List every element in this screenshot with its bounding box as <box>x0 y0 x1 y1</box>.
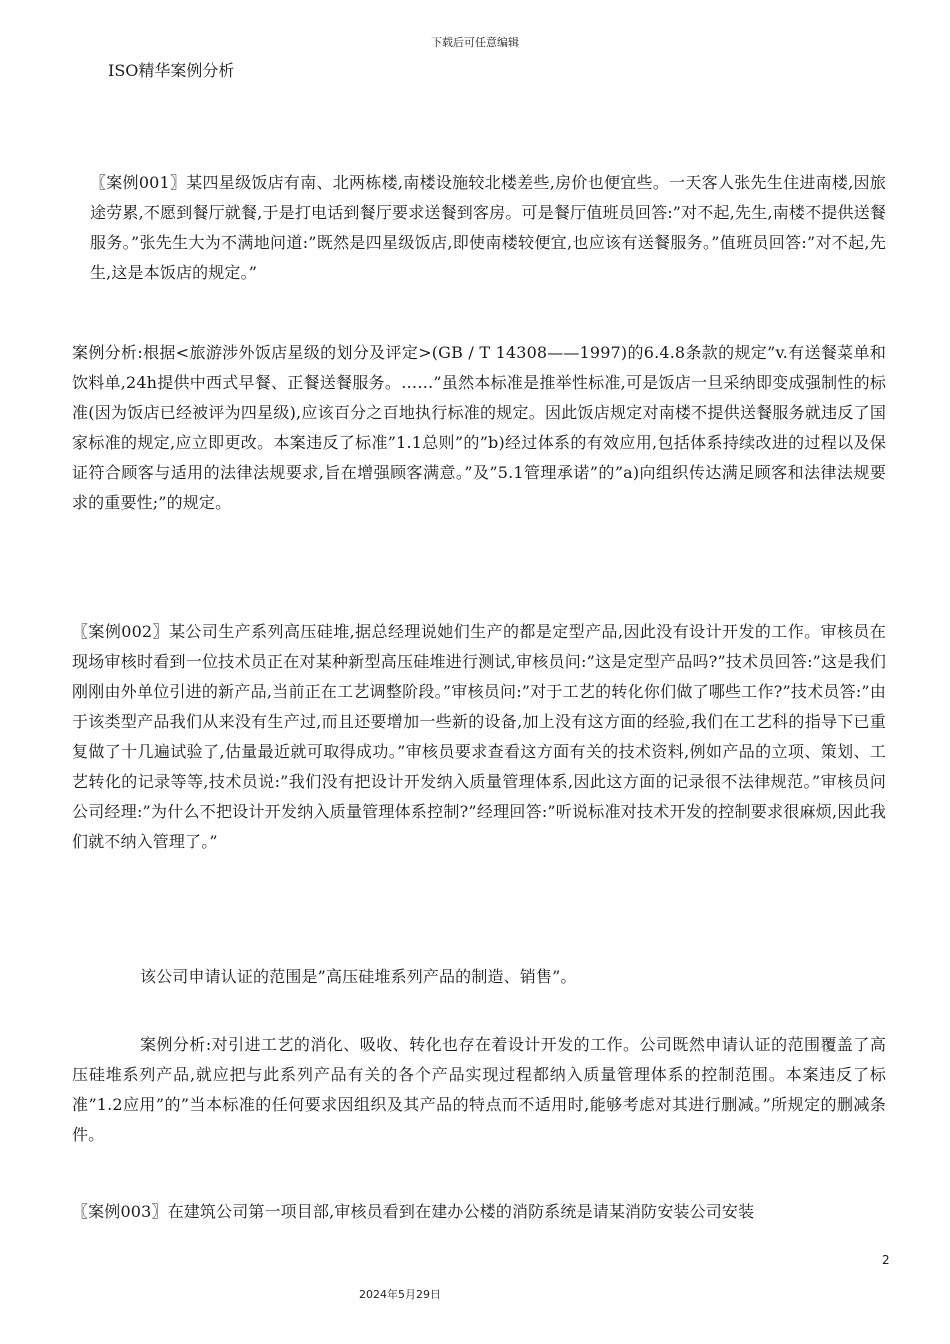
case-001-paragraph: 〖案例001〗某四星级饭店有南、北两栋楼,南楼设施较北楼差些,房价也便宜些。一天客人张先生住进南楼,因旅途劳累,不愿到餐厅就餐,于是打电话到餐厅要求送餐到客房。可是餐厅值班员回答:”对不起,先生,南楼不提供送餐服务。”张先生大为不满地问道:”既然是四星级饭店,即使南楼较便宜,也应该有送餐服务。”值班员回答:”对不起,先生,这是本饭店的规定。” <box>90 173 886 282</box>
certification-scope-paragraph: 该公司申请认证的范围是”高压硅堆系列产品的制造、销售”。 <box>140 967 577 986</box>
case-003-paragraph: 〖案例003〗在建筑公司第一项目部,审核员看到在建办公楼的消防系统是请某消防安装公司安装 <box>72 1202 755 1221</box>
document-title: ISO精华案例分析 <box>108 61 235 80</box>
case-001-analysis-paragraph: 案例分析:根据<旅游涉外饭店星级的划分及评定>(GB / T 14308——1997)的6.4.8条款的规定”v.有送餐菜单和饮料单,24h提供中西式早餐、正餐送餐服务。……”虽然本标准是推举性标准,可是饭店一旦采纳即变成强制性的标准(因为饭店已经被评为四星级),应该百分之百地执行标准的规定。因此饭店规定对南楼不提供送餐服务就违反了国家标准的规定,应立即更改。本案违反了标准”1.1总则”的”b)经过体系的有效应用,包括体系持续改进的过程以及保证符合顾客与适用的法律法规要求,旨在增强顾客满意。”及”5.1管理承诺”的”a)向组织传达满足顾客和法律法规要求的重要性;”的规定。 <box>72 343 886 512</box>
footer-date: 2024年5月29日 <box>359 1288 441 1301</box>
case-002-paragraph: 〖案例002〗某公司生产系列高压硅堆,据总经理说她们生产的都是定型产品,因此没有设计开发的工作。审核员在现场审核时看到一位技术员正在对某种新型高压硅堆进行测试,审核员问:”这是定型产品吗?”技术员回答:”这是我们刚刚由外单位引进的新产品,当前正在工艺调整阶段。”审核员问:”对于工艺的转化你们做了哪些工作?”技术员答:”由于该类型产品我们从来没有生产过,而且还要增加一些新的设备,加上没有这方面的经验,我们在工艺科的指导下已重复做了十几遍试验了,估量最近就可取得成功。”审核员要求查看这方面有关的技术资料,例如产品的立项、策划、工艺转化的记录等等,技术员说:”我们没有把设计开发纳入质量管理体系,因此这方面的记录很不法律规范。”审核员问公司经理:”为什么不把设计开发纳入质量管理体系控制?”经理回答:”听说标准对技术开发的控制要求很麻烦,因此我们就不纳入管理了。” <box>72 622 886 851</box>
page-header-note: 下载后可任意编辑 <box>431 36 519 49</box>
case-002-analysis-paragraph: 案例分析:对引进工艺的消化、吸收、转化也存在着设计开发的工作。公司既然申请认证的范围覆盖了高压硅堆系列产品,就应把与此系列产品有关的各个产品实现过程都纳入质量管理体系的控制范围。本案违反了标准”1.2应用”的”当本标准的任何要求因组织及其产品的特点而不适用时,能够考虑对其进行删减。”所规定的删减条件。 <box>72 1035 886 1144</box>
page-number: 2 <box>882 1253 890 1267</box>
